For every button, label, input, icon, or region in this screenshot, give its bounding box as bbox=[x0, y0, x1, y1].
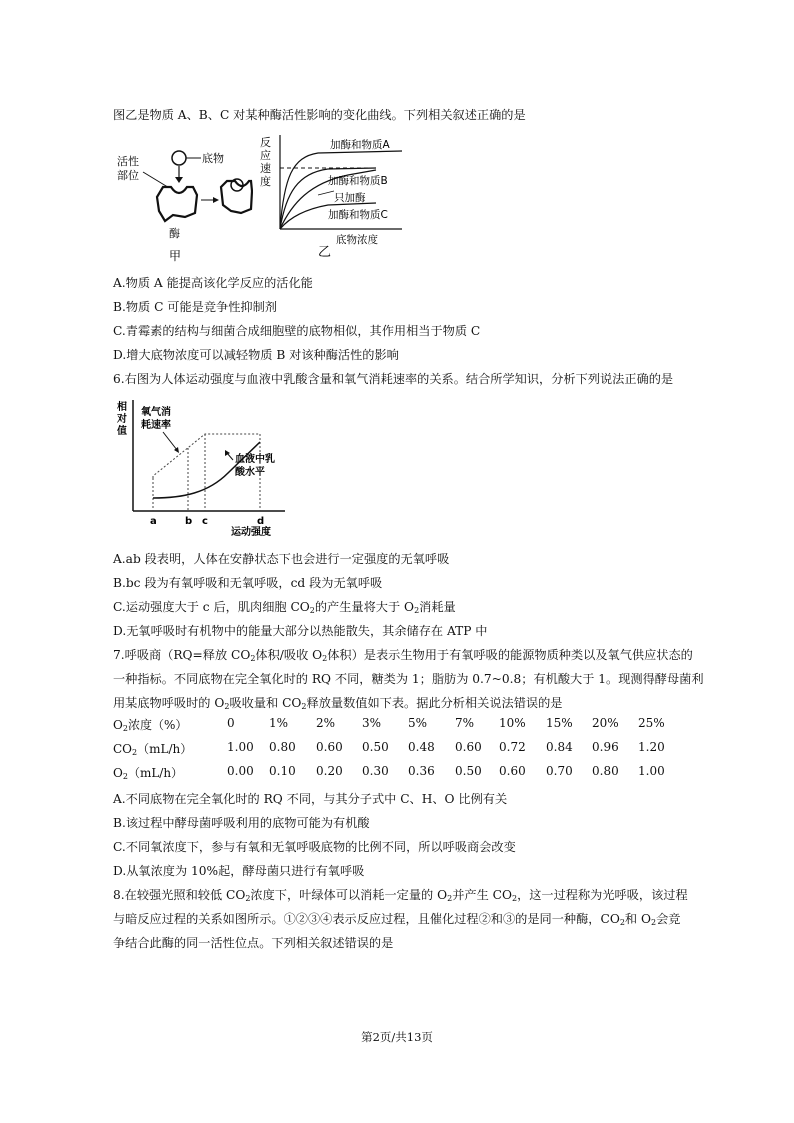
curve-c-label: 加酶和物质C bbox=[328, 209, 388, 221]
q7-stem-line-1: 7.呼吸商（RQ=释放 $CO_2$体积/吸收 $O_2$体积）是表示生物用于有氧呼吸的能源物质种类以及氧气供应状态的 bbox=[113, 648, 693, 663]
q8-stem-line-2: 与暗反应过程的关系如图所示。①②③④表示反应过程，且催化过程②和③的是同一种酶，$CO_2$和 $O_2$会竞 bbox=[113, 912, 681, 927]
q8-stem-line-3: 争结合此酶的同一活性位点。下列相关叙述错误的是 bbox=[113, 936, 394, 950]
figure-jia bbox=[113, 135, 253, 265]
q7-option-b: B.该过程中酵母菌呼吸利用的底物可能为有机酸 bbox=[113, 816, 370, 830]
table-cell: 0.80 bbox=[592, 764, 619, 778]
table-cell: 0.30 bbox=[362, 764, 389, 778]
table-cell: 0.50 bbox=[362, 740, 389, 754]
figure-yi bbox=[258, 133, 408, 258]
q8-stem-line-1: 8.在较强光照和较低 $CO_2$浓度下，叶绿体可以消耗一定量的 $O_2$并产生 $CO_2$，这一过程称为光呼吸，该过程 bbox=[113, 888, 688, 903]
q6-stem: 6.右图为人体运动强度与血液中乳酸含量和氧气消耗速率的关系。结合所学知识，分析下列说法正确的是 bbox=[113, 372, 674, 386]
table-cell: 0.70 bbox=[546, 764, 573, 778]
curve-a-label: 加酶和物质A bbox=[330, 139, 390, 151]
q6-option-d: D.无氧呼吸时有机物中的能量大部分以热能散失，其余储存在 ATP 中 bbox=[113, 624, 488, 638]
row-label: $O_2(mL/h)$ bbox=[113, 766, 184, 781]
table-cell: 0.10 bbox=[269, 764, 296, 778]
q5-option-b: B.物质 C 可能是竞争性抑制剂 bbox=[113, 300, 277, 314]
q7-option-c: C.不同氧浓度下，参与有氧和无氧呼吸底物的比例不同，所以呼吸商会改变 bbox=[113, 840, 516, 854]
yi-ylabel-1: 应 bbox=[260, 149, 271, 162]
lactate-label-1: 血液中乳 bbox=[235, 454, 275, 465]
q6-option-b: B.bc 段为有氧呼吸和无氧呼吸，cd 段为无氧呼吸 bbox=[113, 576, 383, 590]
table-cell: 1.20 bbox=[638, 740, 665, 754]
yi-ylabel-3: 度 bbox=[260, 175, 271, 188]
curve-b-label: 加酶和物质B bbox=[328, 175, 388, 187]
curve-enzyme-label: 只加酶 bbox=[334, 192, 366, 204]
table-cell: 1.00 bbox=[227, 740, 254, 754]
fig-yi-caption: 乙 bbox=[318, 245, 332, 258]
active-site-label-2: 部位 bbox=[117, 169, 139, 182]
table-cell: 3% bbox=[362, 716, 382, 730]
table-cell: 20% bbox=[592, 716, 619, 730]
figure-q6 bbox=[113, 398, 293, 538]
active-site-label-1: 活性 bbox=[117, 155, 139, 168]
table-cell: 0.72 bbox=[499, 740, 526, 754]
substrate-label: 底物 bbox=[202, 152, 224, 165]
q5-option-c: C.青霉素的结构与细菌合成细胞壁的底物相似，其作用相当于物质 C bbox=[113, 324, 481, 338]
enzyme-label: 酶 bbox=[169, 227, 180, 240]
table-cell: 0.60 bbox=[455, 740, 482, 754]
q6-ylabel-2: 值 bbox=[117, 426, 127, 437]
lactate-label-2: 酸水平 bbox=[235, 467, 265, 478]
q7-option-d: D.从氧浓度为 10%起，酵母菌只进行有氧呼吸 bbox=[113, 864, 365, 878]
row-label: $CO_2(mL/h)$ bbox=[113, 742, 193, 757]
table-cell: 0.80 bbox=[269, 740, 296, 754]
q6-xlabel: 运动强度 bbox=[231, 527, 271, 538]
page-footer: 第2页/共13页 bbox=[361, 1030, 433, 1044]
table-cell: 15% bbox=[546, 716, 573, 730]
q7-stem-line-2: 一种指标。不同底物在完全氧化时的 RQ 不同，糖类为 1；脂肪为 0.7~0.8；有机酸大于 1。现测得酵母菌利 bbox=[113, 672, 704, 686]
q5-option-a: A.物质 A 能提高该化学反应的活化能 bbox=[113, 276, 313, 290]
table-cell: 5% bbox=[408, 716, 428, 730]
q7-option-a: A.不同底物在完全氧化时的 RQ 不同，与其分子式中 C、H、O 比例有关 bbox=[113, 792, 508, 806]
q6-tick-b: b bbox=[185, 516, 193, 527]
q6-option-a: A.ab 段表明，人体在安静状态下也会进行一定强度的无氧呼吸 bbox=[113, 552, 450, 566]
table-cell: 0 bbox=[227, 716, 235, 730]
substrate-circle bbox=[172, 151, 186, 165]
o2-label-2: 耗速率 bbox=[141, 420, 171, 431]
yi-ylabel-0: 反 bbox=[260, 136, 271, 149]
enzyme-shape-2 bbox=[221, 181, 252, 213]
q6-ylabel-1: 对 bbox=[117, 414, 127, 425]
table-cell: 1% bbox=[269, 716, 289, 730]
table-cell: 7% bbox=[455, 716, 475, 730]
q6-option-c: C.运动强度大于 c 后，肌肉细胞 $CO_2$的产生量将大于 $O_2$消耗量 bbox=[113, 600, 456, 615]
table-cell: 0.60 bbox=[316, 740, 343, 754]
table-cell: 0.48 bbox=[408, 740, 435, 754]
table-cell: 0.20 bbox=[316, 764, 343, 778]
q5-stem: 图乙是物质 A、B、C 对某种酶活性影响的变化曲线。下列相关叙述正确的是 bbox=[113, 108, 526, 122]
table-cell: 10% bbox=[499, 716, 526, 730]
table-cell: 0.00 bbox=[227, 764, 254, 778]
table-cell: 25% bbox=[638, 716, 665, 730]
row-label: $O_2$浓度（%） bbox=[113, 718, 188, 733]
table-cell: 0.50 bbox=[455, 764, 482, 778]
enzyme-shape-1 bbox=[157, 187, 197, 221]
table-cell: 0.96 bbox=[592, 740, 619, 754]
o2-label-1: 氧气消 bbox=[141, 407, 171, 418]
q5-option-d: D.增大底物浓度可以减轻物质 B 对该种酶活性的影响 bbox=[113, 348, 399, 362]
table-cell: 0.60 bbox=[499, 764, 526, 778]
q6-tick-d: d bbox=[257, 516, 265, 527]
table-cell: 0.36 bbox=[408, 764, 435, 778]
q6-tick-c: c bbox=[202, 516, 208, 527]
q6-ylabel-0: 相 bbox=[117, 402, 127, 413]
table-cell: 0.84 bbox=[546, 740, 573, 754]
q6-tick-a: a bbox=[150, 516, 157, 527]
q7-stem-line-3: 用某底物呼吸时的 $O_2$吸收量和 $CO_2$释放量数值如下表。据此分析相关说法错误的是 bbox=[113, 696, 563, 711]
fig-jia-caption: 甲 bbox=[169, 249, 182, 263]
table-cell: 2% bbox=[316, 716, 336, 730]
table-cell: 1.00 bbox=[638, 764, 665, 778]
yi-ylabel-2: 速 bbox=[260, 162, 271, 175]
yi-xlabel: 底物浓度 bbox=[336, 234, 378, 246]
